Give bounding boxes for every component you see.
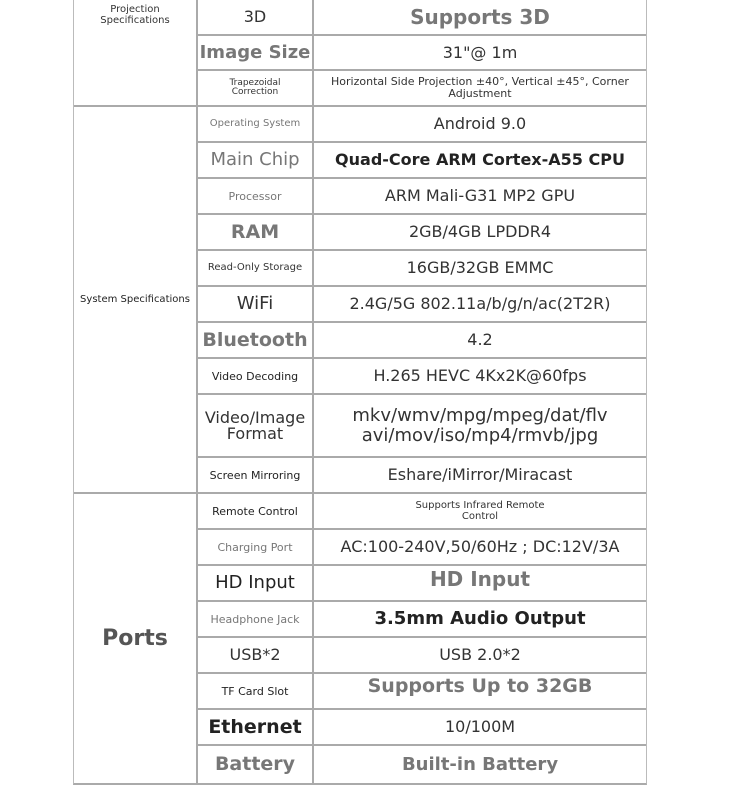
row-value: 4.2: [467, 330, 493, 350]
spec-table: [73, 0, 647, 785]
row-value: 3.5mm Audio Output: [374, 608, 586, 630]
row-value: 2.4G/5G 802.11a/b/g/n/ac(2T2R): [349, 294, 611, 314]
category-system: System Specifications: [74, 107, 198, 494]
spec-row-main-chip: [198, 143, 646, 179]
spec-row-tf-card: [198, 674, 646, 710]
row-value: 2GB/4GB LPDDR4: [408, 222, 552, 242]
spec-row-remote-control: [198, 494, 646, 530]
row-label: Remote Control: [198, 494, 314, 528]
row-value: HD Input: [429, 567, 531, 591]
row-label: Processor: [198, 179, 314, 213]
row-value: Supports Infrared Remote Control: [415, 500, 545, 522]
spec-row-usb: [198, 638, 646, 674]
row-value: ARM Mali-G31 MP2 GPU: [384, 186, 576, 206]
row-value: Eshare/iMirror/Miracast: [387, 465, 573, 485]
row-value: 31"@ 1m: [442, 42, 518, 62]
row-value: AC:100-240V,50/60Hz ; DC:12V/3A: [340, 537, 620, 557]
row-label: Trapezoidal Correction: [198, 71, 314, 105]
spec-row-video-format: [198, 395, 646, 458]
row-label: WiFi: [198, 287, 314, 321]
spec-row-video-decoding: [198, 359, 646, 395]
row-label: Operating System: [198, 107, 314, 141]
row-label: Headphone Jack: [198, 602, 314, 636]
category-ports: Ports: [74, 494, 198, 783]
row-label: Ethernet: [198, 710, 314, 744]
spec-row-3d: [198, 0, 646, 36]
row-label: Image Size: [198, 36, 314, 69]
row-label: Screen Mirroring: [198, 458, 314, 492]
spec-row-screen-mirroring: [198, 458, 646, 494]
row-label: Bluetooth: [198, 323, 314, 357]
category-projection: Projection Specifications: [74, 0, 198, 107]
spec-row-headphone-jack: [198, 602, 646, 638]
spec-row-wifi: [198, 287, 646, 323]
spec-row-image-size: [198, 36, 646, 71]
row-label: TF Card Slot: [198, 674, 314, 708]
row-value: mkv/wmv/mpg/mpeg/dat/flv avi/mov/iso/mp4/rmvb/jpg: [352, 404, 608, 446]
row-value: H.265 HEVC 4Kx2K@60fps: [373, 366, 587, 386]
spec-row-trapezoidal: [198, 71, 646, 107]
row-value: Horizontal Side Projection ±40°, Vertical ±45°, Corner Adjustment: [331, 74, 629, 100]
row-value: Quad-Core ARM Cortex-A55 CPU: [335, 150, 625, 170]
row-value: Supports 3D: [410, 5, 550, 29]
spec-row-battery: [198, 746, 646, 783]
row-label: Charging Port: [198, 530, 314, 564]
row-value: Supports Up to 32GB: [367, 675, 593, 697]
spec-row-processor: [198, 179, 646, 215]
row-value: Built-in Battery: [401, 753, 559, 775]
row-label: HD Input: [198, 566, 314, 600]
row-label: Video/Image Format: [198, 395, 314, 456]
row-label: Video Decoding: [198, 359, 314, 393]
spec-row-bluetooth: [198, 323, 646, 359]
row-label: RAM: [198, 215, 314, 249]
row-label: 3D: [198, 0, 314, 34]
spec-row-os: [198, 107, 646, 143]
spec-row-ethernet: [198, 710, 646, 746]
row-value: 16GB/32GB EMMC: [406, 258, 554, 278]
spec-row-storage: [198, 251, 646, 287]
spec-row-ram: [198, 215, 646, 251]
row-value: USB 2.0*2: [439, 645, 521, 665]
row-value: 10/100M: [444, 717, 516, 737]
row-label: USB*2: [198, 638, 314, 672]
spec-row-hd-input: [198, 566, 646, 602]
row-label: Battery: [198, 746, 314, 783]
row-value: Android 9.0: [433, 114, 527, 134]
spec-row-charging-port: [198, 530, 646, 566]
row-label: Read-Only Storage: [198, 251, 314, 285]
row-label: Main Chip: [198, 143, 314, 177]
